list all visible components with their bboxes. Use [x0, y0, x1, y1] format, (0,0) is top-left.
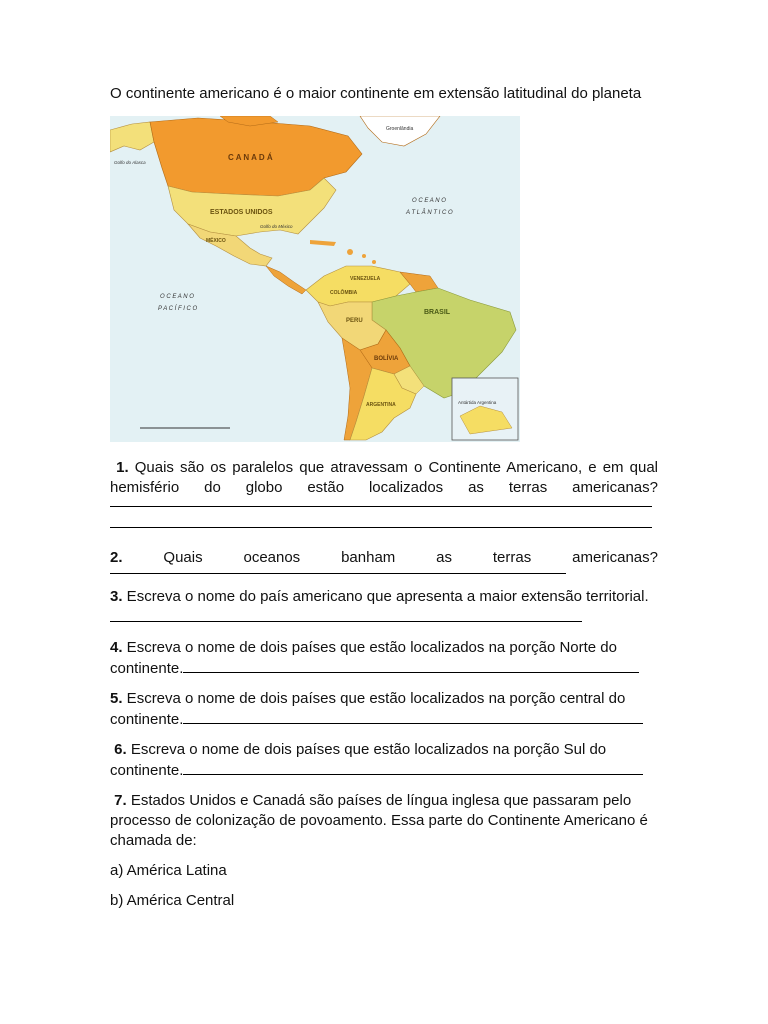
- map-island: [372, 260, 376, 264]
- map-label-argentina: ARGENTINA: [366, 402, 396, 408]
- question-3-text: Escreva o nome do país americano que apresenta a maior extensão territorial.: [122, 588, 649, 605]
- answer-line-1a[interactable]: [110, 498, 652, 507]
- map-label-golfo-alasca: Golfo do Alasca: [114, 160, 146, 165]
- question-6-number: 6.: [114, 741, 127, 758]
- map-label-groenlandia: Groenlândia: [386, 126, 414, 132]
- answer-line-5[interactable]: [183, 709, 643, 724]
- question-5: [110, 689, 658, 730]
- question-6: [110, 740, 658, 781]
- question-1-number: 1.: [116, 459, 129, 476]
- question-3-number: 3.: [110, 588, 123, 605]
- question-6-text: Escreva o nome de dois países que estão localizados na porção Sul do continente.: [110, 741, 607, 779]
- map-label-colombia: COLÔMBIA: [330, 290, 358, 296]
- question-4-text: Escreva o nome de dois países que estão localizados na porção Norte do continente.: [110, 639, 617, 677]
- map-label-golfo-mexico: Golfo do México: [260, 224, 293, 229]
- map-island: [347, 249, 353, 255]
- answer-line-3[interactable]: [110, 607, 582, 622]
- answer-line-1b[interactable]: [110, 507, 652, 528]
- option-a[interactable]: a) América Latina: [110, 862, 227, 879]
- map-label-brasil: BRASIL: [424, 309, 451, 316]
- answer-line-4[interactable]: [183, 658, 639, 673]
- question-2-text: Quais oceanos banham as terras americanas?: [163, 549, 658, 566]
- answer-line-6[interactable]: [183, 760, 643, 775]
- map-label-atlantic-1: O C E A N O: [412, 198, 446, 204]
- map-label-canada: C A N A D Á: [228, 153, 273, 162]
- map-label-atlantic-2: A T L Â N T I C O: [406, 210, 453, 216]
- map-label-usa: ESTADOS UNIDOS: [210, 209, 273, 216]
- americas-map-svg: [110, 116, 520, 442]
- question-3: [110, 587, 658, 628]
- question-5-number: 5.: [110, 690, 123, 707]
- option-b[interactable]: b) América Central: [110, 892, 235, 909]
- question-1: [110, 458, 658, 498]
- question-4: [110, 638, 658, 679]
- question-1-text: Quais são os paralelos que atravessam o Continente Americano, e em qual hemisfério do globo estão localizados as terras americanas?: [110, 459, 658, 496]
- question-2: [110, 548, 658, 568]
- map-island: [362, 254, 366, 258]
- question-7-text: Estados Unidos e Canadá são países de língua inglesa que passaram pelo processo de colonização de povoamento. Essa parte do Continente Americano é chamada de:: [110, 792, 648, 849]
- intro-text: O continente americano é o maior continente em extensão latitudinal do planeta: [110, 85, 642, 102]
- americas-map: [110, 116, 520, 442]
- worksheet: [110, 84, 658, 911]
- map-label-antartica: Antártida Argentina: [458, 400, 497, 405]
- map-label-peru: PERU: [346, 318, 363, 324]
- question-7: [110, 791, 658, 851]
- map-label-pacific-1: O C E A N O: [160, 294, 194, 300]
- map-label-pacific-2: P A C Í F I C O: [158, 306, 198, 312]
- map-label-mexico: MÉXICO: [206, 238, 226, 244]
- question-4-number: 4.: [110, 639, 123, 656]
- map-label-venezuela: VENEZUELA: [350, 276, 381, 282]
- question-5-text: Escreva o nome de dois países que estão localizados na porção central do continente.: [110, 690, 626, 728]
- map-label-bolivia: BOLÍVIA: [374, 356, 399, 362]
- question-7-number: 7.: [114, 792, 127, 809]
- question-2-number: 2.: [110, 549, 123, 566]
